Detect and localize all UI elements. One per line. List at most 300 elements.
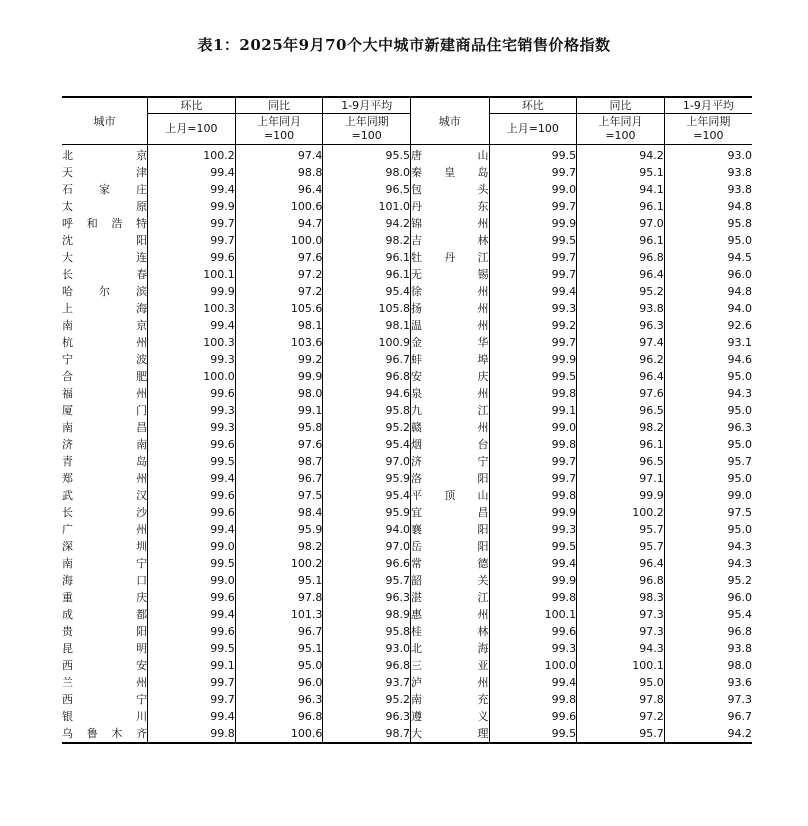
yoy-value-left: 98.8 — [235, 164, 323, 181]
city-name-right: 赣州 — [411, 421, 489, 434]
yoy-value-left: 100.2 — [235, 555, 323, 572]
yoy-value-left: 98.7 — [235, 453, 323, 470]
table-row — [62, 249, 752, 266]
avg-value-left: 95.2 — [323, 691, 411, 708]
mom-value-left: 99.4 — [148, 521, 236, 538]
yoy-value-right: 96.8 — [577, 249, 665, 266]
mom-base-right: 上月=100 — [489, 114, 577, 145]
city-name-left: 西宁 — [62, 693, 148, 706]
yoy-value-right: 95.1 — [577, 164, 665, 181]
mom-value-left: 99.4 — [148, 470, 236, 487]
yoy-value-left: 96.0 — [235, 674, 323, 691]
avg-value-left: 101.0 — [323, 198, 411, 215]
avg-value-right: 93.8 — [664, 640, 752, 657]
avg-value-left: 98.9 — [323, 606, 411, 623]
avg-value-right: 94.3 — [664, 385, 752, 402]
mom-value-left: 99.5 — [148, 453, 236, 470]
city-name-left: 济南 — [62, 438, 148, 451]
table-row — [62, 164, 752, 181]
avg-value-left: 96.8 — [323, 368, 411, 385]
yoy-header-left: 同比 — [235, 97, 323, 114]
mom-value-right: 99.6 — [489, 623, 577, 640]
yoy-value-right: 95.7 — [577, 725, 665, 743]
city-name-right: 包头 — [411, 183, 489, 196]
table-row — [62, 334, 752, 351]
yoy-value-right: 95.0 — [577, 674, 665, 691]
yoy-value-left: 96.4 — [235, 181, 323, 198]
mom-value-right: 99.2 — [489, 317, 577, 334]
yoy-value-right: 100.1 — [577, 657, 665, 674]
avg-value-left: 96.1 — [323, 266, 411, 283]
mom-value-right: 99.3 — [489, 640, 577, 657]
mom-header-left: 环比 — [148, 97, 236, 114]
yoy-value-right: 96.8 — [577, 572, 665, 589]
avg-value-left: 98.1 — [323, 317, 411, 334]
avg-value-right: 96.0 — [664, 266, 752, 283]
table-row — [62, 589, 752, 606]
avg-value-left: 95.5 — [323, 145, 411, 165]
city-name-right: 泉州 — [411, 387, 489, 400]
mom-value-left: 99.9 — [148, 283, 236, 300]
yoy-value-right: 96.3 — [577, 317, 665, 334]
mom-value-left: 99.7 — [148, 215, 236, 232]
city-name-left: 厦门 — [62, 404, 148, 417]
avg-value-right: 94.0 — [664, 300, 752, 317]
table-row — [62, 504, 752, 521]
city-name-right: 三亚 — [411, 659, 489, 672]
city-name-right: 扬州 — [411, 302, 489, 315]
city-header-left: 城市 — [62, 97, 148, 145]
table-row — [62, 555, 752, 572]
avg-value-right: 92.6 — [664, 317, 752, 334]
table-row — [62, 351, 752, 368]
city-name-left: 长春 — [62, 268, 148, 281]
avg-header-right: 1-9月平均 — [664, 97, 752, 114]
yoy-header-right: 同比 — [577, 97, 665, 114]
mom-value-right: 99.7 — [489, 164, 577, 181]
city-name-left: 成都 — [62, 608, 148, 621]
city-name-right: 湛江 — [411, 591, 489, 604]
city-name-left: 宁波 — [62, 353, 148, 366]
avg-value-left: 95.8 — [323, 623, 411, 640]
avg-value-left: 95.8 — [323, 402, 411, 419]
mom-value-left: 99.4 — [148, 164, 236, 181]
yoy-value-right: 95.7 — [577, 538, 665, 555]
avg-header-left: 1-9月平均 — [323, 97, 411, 114]
mom-value-right: 99.4 — [489, 555, 577, 572]
city-name-right: 牡丹江 — [411, 251, 489, 264]
mom-value-right: 99.7 — [489, 266, 577, 283]
mom-value-left: 99.5 — [148, 555, 236, 572]
avg-value-left: 105.8 — [323, 300, 411, 317]
avg-base-right: 上年同期 =100 — [664, 114, 752, 145]
avg-value-right: 94.2 — [664, 725, 752, 743]
avg-value-right: 95.7 — [664, 453, 752, 470]
mom-value-left: 99.3 — [148, 351, 236, 368]
avg-value-right: 97.3 — [664, 691, 752, 708]
mom-value-left: 99.6 — [148, 589, 236, 606]
yoy-value-left: 98.0 — [235, 385, 323, 402]
table-row — [62, 691, 752, 708]
yoy-value-right: 96.1 — [577, 198, 665, 215]
yoy-value-left: 98.2 — [235, 538, 323, 555]
avg-value-left: 96.3 — [323, 708, 411, 725]
mom-value-right: 99.8 — [489, 589, 577, 606]
table-row — [62, 572, 752, 589]
table-row — [62, 708, 752, 725]
city-name-right: 遵义 — [411, 710, 489, 723]
table-header — [62, 97, 752, 145]
mom-value-left: 99.6 — [148, 504, 236, 521]
yoy-value-left: 98.4 — [235, 504, 323, 521]
city-name-right: 蚌埠 — [411, 353, 489, 366]
city-name-left: 南京 — [62, 319, 148, 332]
yoy-value-left: 95.8 — [235, 419, 323, 436]
avg-value-left: 95.9 — [323, 470, 411, 487]
mom-header-right: 环比 — [489, 97, 577, 114]
yoy-value-left: 96.8 — [235, 708, 323, 725]
mom-value-right: 100.0 — [489, 657, 577, 674]
yoy-value-right: 97.3 — [577, 623, 665, 640]
mom-value-right: 99.7 — [489, 470, 577, 487]
mom-value-left: 100.0 — [148, 368, 236, 385]
avg-value-right: 93.8 — [664, 164, 752, 181]
avg-value-right: 93.8 — [664, 181, 752, 198]
mom-value-right: 99.7 — [489, 334, 577, 351]
mom-value-left: 99.4 — [148, 708, 236, 725]
table-row — [62, 145, 752, 165]
table-row — [62, 487, 752, 504]
avg-value-right: 96.0 — [664, 589, 752, 606]
avg-value-left: 95.2 — [323, 419, 411, 436]
city-name-left: 南昌 — [62, 421, 148, 434]
city-name-right: 南充 — [411, 693, 489, 706]
avg-value-left: 95.9 — [323, 504, 411, 521]
table-row — [62, 419, 752, 436]
yoy-value-right: 96.2 — [577, 351, 665, 368]
city-name-left: 福州 — [62, 387, 148, 400]
yoy-value-left: 95.1 — [235, 572, 323, 589]
mom-value-right: 99.8 — [489, 487, 577, 504]
avg-value-left: 93.7 — [323, 674, 411, 691]
yoy-base-left: 上年同月 =100 — [235, 114, 323, 145]
mom-value-left: 99.6 — [148, 623, 236, 640]
avg-value-right: 93.1 — [664, 334, 752, 351]
avg-value-right: 94.3 — [664, 538, 752, 555]
table-row — [62, 640, 752, 657]
yoy-value-right: 97.0 — [577, 215, 665, 232]
city-name-right: 岳阳 — [411, 540, 489, 553]
avg-value-left: 93.0 — [323, 640, 411, 657]
city-name-right: 唐山 — [411, 149, 489, 162]
yoy-value-left: 95.9 — [235, 521, 323, 538]
avg-value-right: 94.8 — [664, 283, 752, 300]
avg-value-right: 96.8 — [664, 623, 752, 640]
avg-value-left: 96.1 — [323, 249, 411, 266]
mom-value-left: 99.4 — [148, 606, 236, 623]
mom-value-right: 99.3 — [489, 300, 577, 317]
mom-value-right: 99.7 — [489, 453, 577, 470]
city-name-left: 银川 — [62, 710, 148, 723]
mom-value-left: 99.9 — [148, 198, 236, 215]
city-name-right: 九江 — [411, 404, 489, 417]
yoy-value-right: 97.4 — [577, 334, 665, 351]
mom-value-right: 99.6 — [489, 708, 577, 725]
city-name-left: 郑州 — [62, 472, 148, 485]
mom-value-left: 99.6 — [148, 436, 236, 453]
mom-value-left: 99.5 — [148, 640, 236, 657]
yoy-value-right: 96.5 — [577, 453, 665, 470]
mom-value-right: 99.9 — [489, 215, 577, 232]
mom-value-right: 99.5 — [489, 232, 577, 249]
mom-value-left: 99.0 — [148, 572, 236, 589]
city-header-right: 城市 — [411, 97, 489, 145]
table-row — [62, 232, 752, 249]
city-name-right: 温州 — [411, 319, 489, 332]
city-name-left: 长沙 — [62, 506, 148, 519]
city-name-right: 金华 — [411, 336, 489, 349]
avg-value-left: 95.4 — [323, 436, 411, 453]
yoy-value-right: 97.6 — [577, 385, 665, 402]
avg-value-left: 95.7 — [323, 572, 411, 589]
yoy-value-right: 95.2 — [577, 283, 665, 300]
yoy-value-right: 97.8 — [577, 691, 665, 708]
yoy-value-right: 96.4 — [577, 555, 665, 572]
avg-value-left: 98.0 — [323, 164, 411, 181]
yoy-value-right: 95.7 — [577, 521, 665, 538]
table-row — [62, 725, 752, 743]
avg-value-right: 96.3 — [664, 419, 752, 436]
city-name-left: 沈阳 — [62, 234, 148, 247]
table-row — [62, 623, 752, 640]
mom-value-left: 99.7 — [148, 674, 236, 691]
avg-value-left: 96.6 — [323, 555, 411, 572]
mom-value-right: 99.5 — [489, 538, 577, 555]
city-name-right: 襄阳 — [411, 523, 489, 536]
yoy-value-right: 94.2 — [577, 145, 665, 165]
city-name-left: 西安 — [62, 659, 148, 672]
city-name-left: 青岛 — [62, 455, 148, 468]
yoy-value-right: 97.1 — [577, 470, 665, 487]
yoy-value-right: 98.2 — [577, 419, 665, 436]
mom-value-left: 99.8 — [148, 725, 236, 743]
price-index-table — [62, 96, 752, 744]
avg-value-left: 98.7 — [323, 725, 411, 743]
mom-value-right: 99.8 — [489, 385, 577, 402]
city-name-right: 大理 — [411, 727, 489, 740]
avg-value-right: 96.7 — [664, 708, 752, 725]
avg-value-right: 95.2 — [664, 572, 752, 589]
yoy-value-right: 96.4 — [577, 266, 665, 283]
avg-value-left: 94.0 — [323, 521, 411, 538]
mom-value-left: 99.1 — [148, 657, 236, 674]
mom-value-left: 99.6 — [148, 385, 236, 402]
city-name-right: 锦州 — [411, 217, 489, 230]
avg-value-left: 98.2 — [323, 232, 411, 249]
city-name-left: 兰州 — [62, 676, 148, 689]
mom-value-left: 99.6 — [148, 249, 236, 266]
city-name-left: 北京 — [62, 149, 148, 162]
yoy-value-left: 97.4 — [235, 145, 323, 165]
city-name-right: 韶关 — [411, 574, 489, 587]
avg-value-left: 94.2 — [323, 215, 411, 232]
table-row — [62, 385, 752, 402]
avg-value-right: 94.8 — [664, 198, 752, 215]
mom-value-right: 99.4 — [489, 283, 577, 300]
avg-value-right: 98.0 — [664, 657, 752, 674]
city-name-left: 海口 — [62, 574, 148, 587]
city-name-left: 石家庄 — [62, 183, 148, 196]
yoy-value-left: 99.2 — [235, 351, 323, 368]
mom-value-left: 100.3 — [148, 334, 236, 351]
city-name-left: 太原 — [62, 200, 148, 213]
yoy-value-left: 97.2 — [235, 283, 323, 300]
mom-value-right: 99.4 — [489, 674, 577, 691]
mom-value-left: 99.7 — [148, 232, 236, 249]
city-name-right: 洛阳 — [411, 472, 489, 485]
avg-value-left: 97.0 — [323, 453, 411, 470]
avg-value-left: 96.8 — [323, 657, 411, 674]
yoy-value-left: 96.7 — [235, 470, 323, 487]
table-row — [62, 283, 752, 300]
mom-value-left: 99.3 — [148, 402, 236, 419]
yoy-value-left: 105.6 — [235, 300, 323, 317]
yoy-base-right: 上年同月 =100 — [577, 114, 665, 145]
mom-value-left: 99.3 — [148, 419, 236, 436]
mom-value-left: 99.4 — [148, 181, 236, 198]
city-name-left: 呼和浩特 — [62, 217, 148, 230]
city-name-left: 贵阳 — [62, 625, 148, 638]
table-row — [62, 453, 752, 470]
yoy-value-left: 99.9 — [235, 368, 323, 385]
yoy-value-right: 98.3 — [577, 589, 665, 606]
mom-value-right: 99.8 — [489, 691, 577, 708]
city-name-left: 广州 — [62, 523, 148, 536]
mom-value-right: 99.3 — [489, 521, 577, 538]
avg-value-right: 93.0 — [664, 145, 752, 165]
city-name-right: 安庆 — [411, 370, 489, 383]
yoy-value-right: 100.2 — [577, 504, 665, 521]
yoy-value-left: 97.6 — [235, 249, 323, 266]
table-body — [62, 145, 752, 744]
yoy-value-left: 96.7 — [235, 623, 323, 640]
table-row — [62, 300, 752, 317]
table-row — [62, 402, 752, 419]
avg-value-left: 95.4 — [323, 487, 411, 504]
yoy-value-right: 93.8 — [577, 300, 665, 317]
mom-value-left: 100.2 — [148, 145, 236, 165]
city-name-right: 常德 — [411, 557, 489, 570]
mom-value-right: 99.7 — [489, 249, 577, 266]
city-name-right: 烟台 — [411, 438, 489, 451]
table-row — [62, 266, 752, 283]
city-name-left: 重庆 — [62, 591, 148, 604]
mom-value-right: 99.5 — [489, 145, 577, 165]
city-name-left: 武汉 — [62, 489, 148, 502]
table-row — [62, 674, 752, 691]
city-name-right: 平顶山 — [411, 489, 489, 502]
yoy-value-left: 97.8 — [235, 589, 323, 606]
table-row — [62, 436, 752, 453]
mom-value-right: 99.9 — [489, 572, 577, 589]
mom-value-right: 99.0 — [489, 181, 577, 198]
city-name-left: 哈尔滨 — [62, 285, 148, 298]
yoy-value-right: 97.3 — [577, 606, 665, 623]
mom-value-right: 99.1 — [489, 402, 577, 419]
city-name-right: 丹东 — [411, 200, 489, 213]
yoy-value-left: 99.1 — [235, 402, 323, 419]
avg-value-left: 96.3 — [323, 589, 411, 606]
yoy-value-right: 97.2 — [577, 708, 665, 725]
yoy-value-left: 101.3 — [235, 606, 323, 623]
page-title: 表1：2025年9月70个大中城市新建商品住宅销售价格指数 — [197, 36, 611, 54]
city-name-left: 杭州 — [62, 336, 148, 349]
avg-value-left: 94.6 — [323, 385, 411, 402]
mom-value-right: 99.5 — [489, 725, 577, 743]
yoy-value-left: 96.3 — [235, 691, 323, 708]
city-name-right: 秦皇岛 — [411, 166, 489, 179]
table-row — [62, 368, 752, 385]
avg-value-right: 99.0 — [664, 487, 752, 504]
yoy-value-left: 98.1 — [235, 317, 323, 334]
yoy-value-right: 96.4 — [577, 368, 665, 385]
city-name-right: 桂林 — [411, 625, 489, 638]
city-name-right: 无锡 — [411, 268, 489, 281]
yoy-value-right: 94.1 — [577, 181, 665, 198]
yoy-value-right: 96.5 — [577, 402, 665, 419]
yoy-value-left: 103.6 — [235, 334, 323, 351]
city-name-right: 泸州 — [411, 676, 489, 689]
yoy-value-left: 97.5 — [235, 487, 323, 504]
city-name-left: 昆明 — [62, 642, 148, 655]
mom-value-left: 99.0 — [148, 538, 236, 555]
mom-value-left: 99.7 — [148, 691, 236, 708]
avg-value-right: 97.5 — [664, 504, 752, 521]
avg-value-right: 95.0 — [664, 368, 752, 385]
mom-base-left: 上月=100 — [148, 114, 236, 145]
table-row — [62, 317, 752, 334]
avg-value-left: 100.9 — [323, 334, 411, 351]
yoy-value-left: 100.0 — [235, 232, 323, 249]
city-name-left: 大连 — [62, 251, 148, 264]
mom-value-left: 99.4 — [148, 317, 236, 334]
table-row — [62, 198, 752, 215]
avg-value-right: 95.8 — [664, 215, 752, 232]
city-name-left: 上海 — [62, 302, 148, 315]
avg-value-left: 95.4 — [323, 283, 411, 300]
city-name-right: 宜昌 — [411, 506, 489, 519]
city-name-right: 惠州 — [411, 608, 489, 621]
avg-value-right: 95.0 — [664, 232, 752, 249]
mom-value-right: 99.5 — [489, 368, 577, 385]
yoy-value-left: 97.2 — [235, 266, 323, 283]
city-name-right: 北海 — [411, 642, 489, 655]
city-name-left: 深圳 — [62, 540, 148, 553]
table-row — [62, 521, 752, 538]
mom-value-right: 99.9 — [489, 351, 577, 368]
avg-value-left: 96.7 — [323, 351, 411, 368]
avg-value-left: 96.5 — [323, 181, 411, 198]
table-row — [62, 470, 752, 487]
avg-value-right: 94.5 — [664, 249, 752, 266]
avg-value-right: 95.4 — [664, 606, 752, 623]
avg-value-right: 95.0 — [664, 470, 752, 487]
avg-value-right: 95.0 — [664, 436, 752, 453]
yoy-value-right: 96.1 — [577, 436, 665, 453]
city-name-right: 徐州 — [411, 285, 489, 298]
city-name-right: 济宁 — [411, 455, 489, 468]
city-name-left: 天津 — [62, 166, 148, 179]
